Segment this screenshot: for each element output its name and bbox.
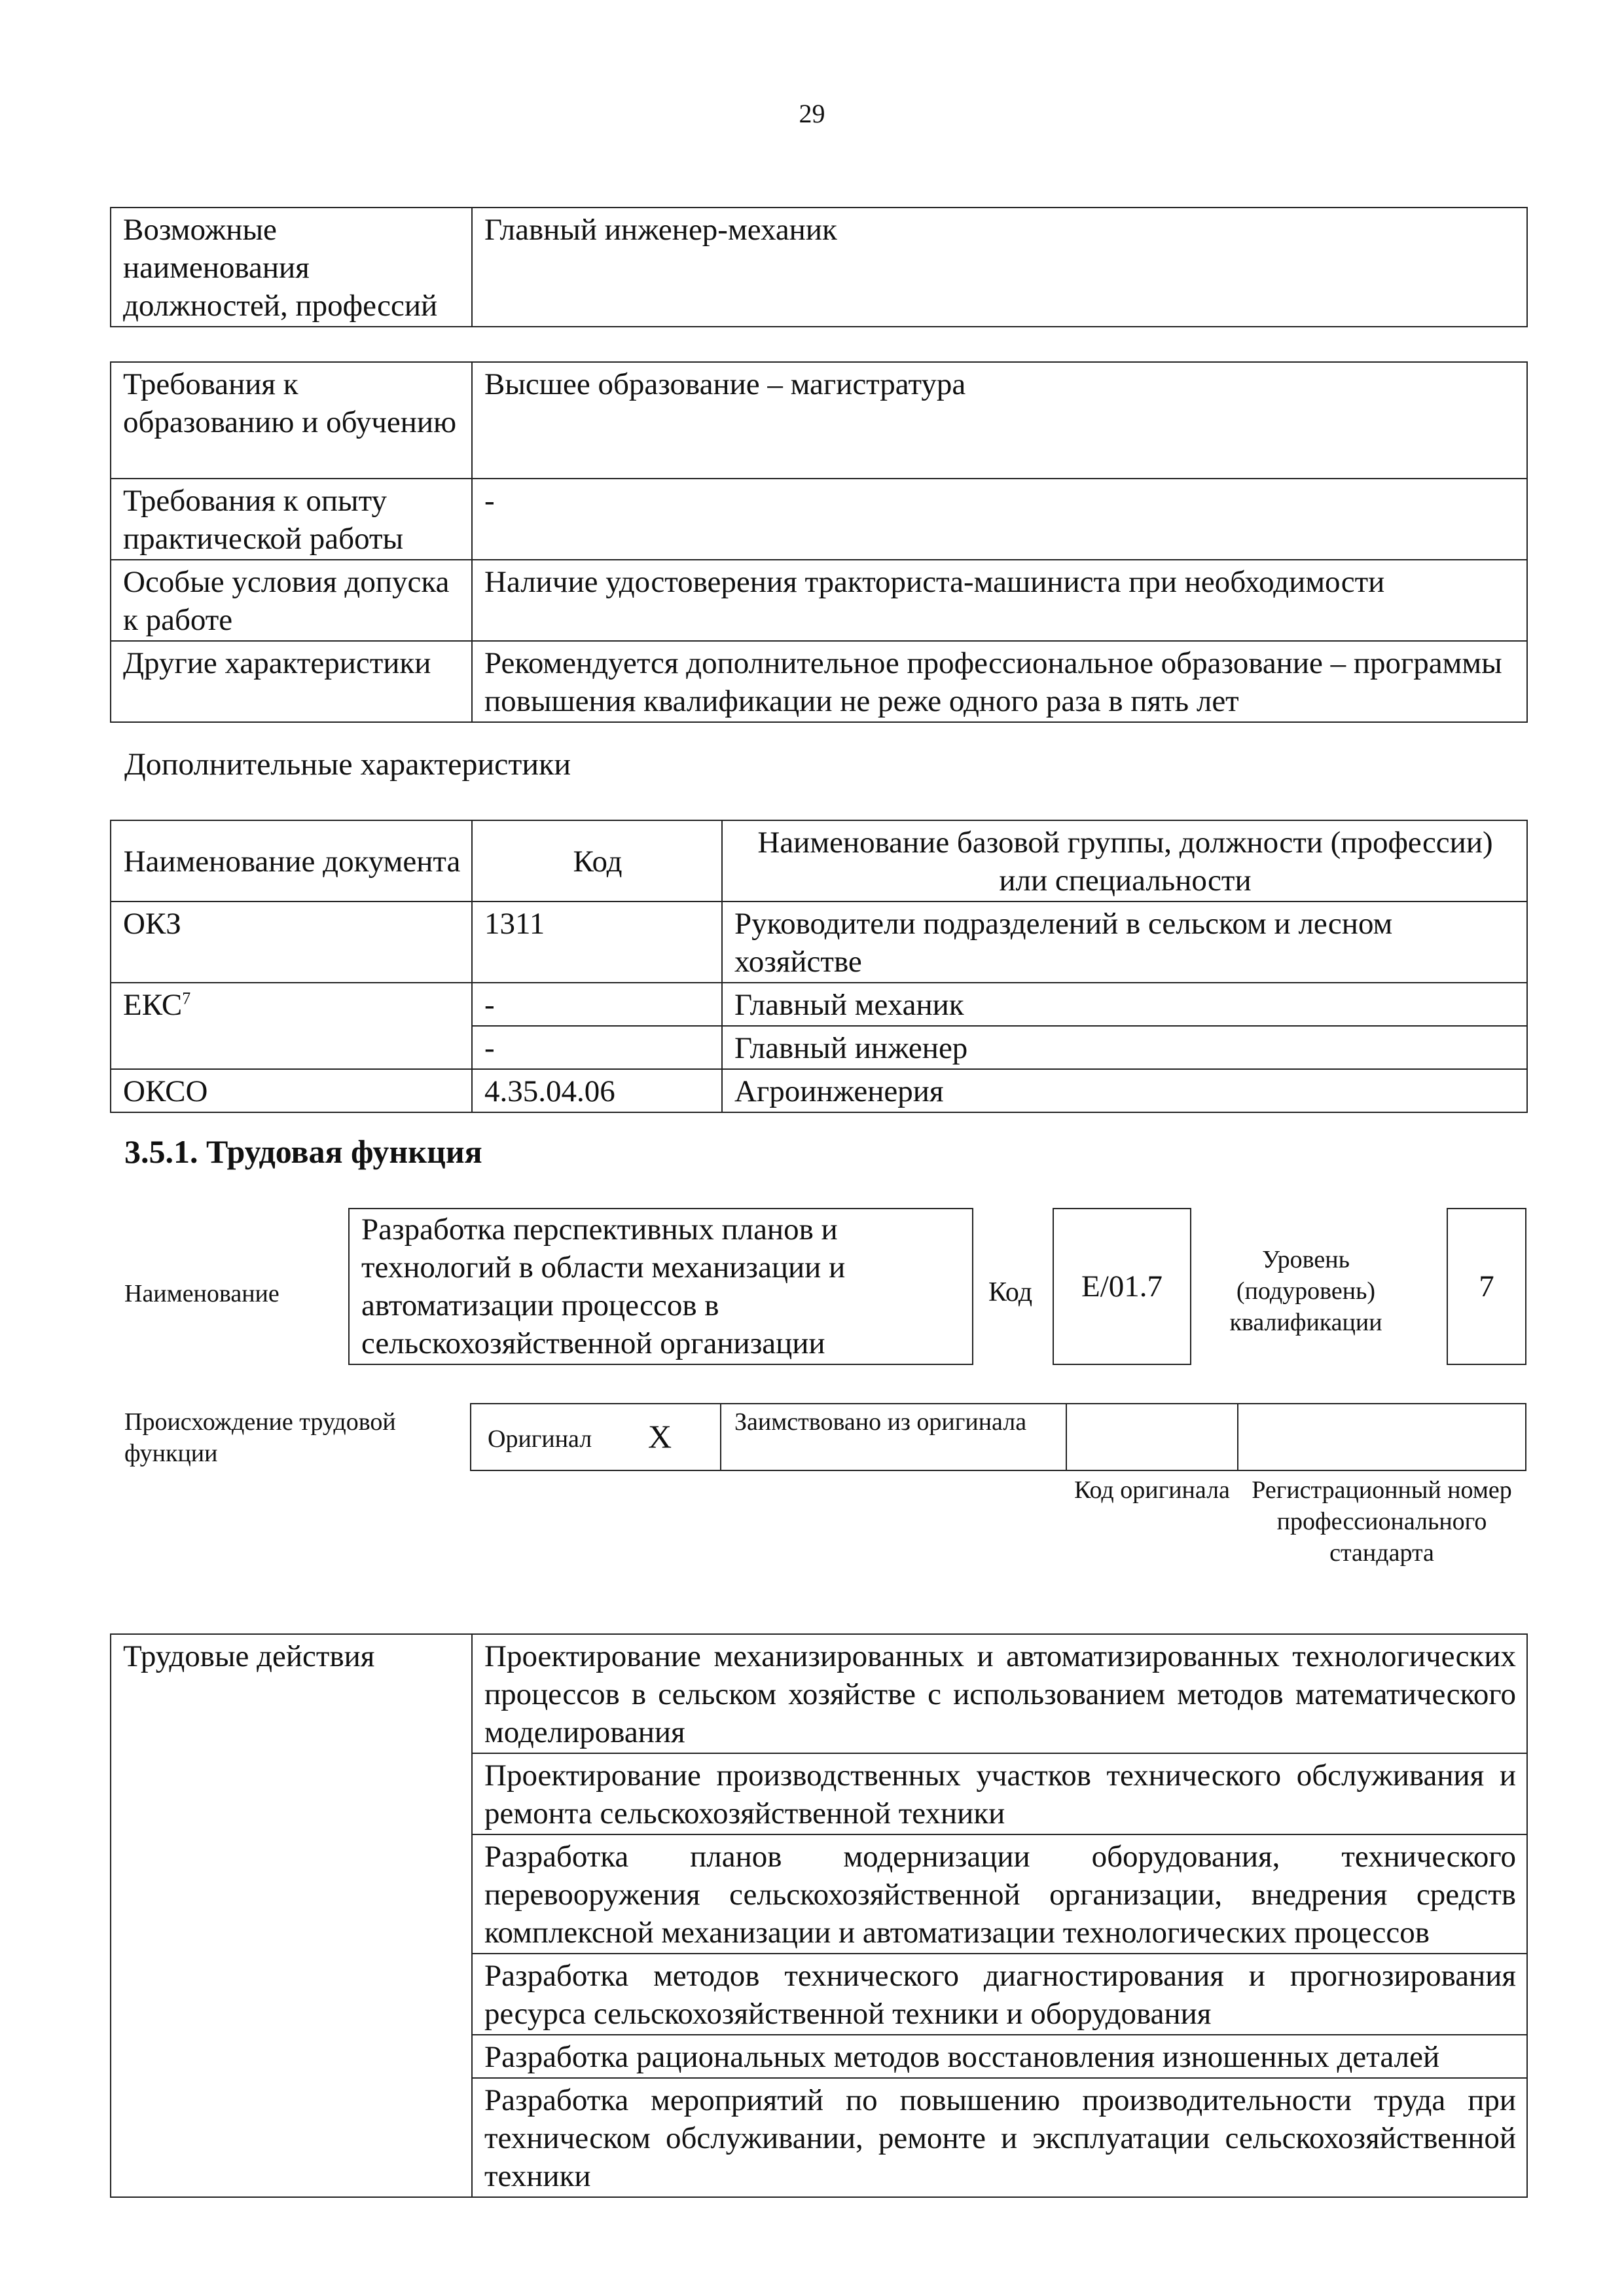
requirement-row [111, 641, 1527, 722]
original-text: Оригинал [488, 1425, 592, 1453]
name-label: Наименование [124, 1280, 280, 1307]
table-row [111, 1634, 1527, 1753]
header-document: Наименование документа [111, 820, 472, 902]
requirement-value: Рекомендуется дополнительное профессиональное образование – программы повышения квалификации не реже одного раза в пять лет [472, 641, 1527, 722]
table-row [111, 902, 1527, 983]
positions-value: Главный инженер-механик [472, 208, 1527, 327]
code-value: E/01.7 [1081, 1269, 1163, 1303]
action-item: Разработка мероприятий по повышению производительности труда при техническом обслуживании, ремонте и эксплуатации сельскохозяйственной техники [472, 2078, 1527, 2197]
section-heading: 3.5.1. Трудовая функция [124, 1133, 482, 1170]
actions-table [110, 1633, 1528, 2198]
reg-caption: Регистрационный номер профессионального стандарта [1252, 1476, 1512, 1567]
function-name: Разработка перспективных планов и технологий в области механизации и автоматизации процессов в сельскохозяйственной организации [361, 1212, 846, 1360]
original-cell [470, 1403, 721, 1471]
action-item: Разработка планов модернизации оборудования, технического перевооружения сельскохозяйственной организации, внедрения средств комплексной механизации и автоматизации технологических процессов [472, 1834, 1527, 1954]
code-cell: - [472, 983, 722, 1026]
action-item: Проектирование механизированных и автоматизированных технологических процессов в сельском хозяйстве с использованием методов математического моделирования [472, 1634, 1527, 1753]
action-item: Проектирование производственных участков технического обслуживания и ремонта сельскохозяйственной техники [472, 1753, 1527, 1834]
level-box [1447, 1208, 1526, 1365]
name-cell: Главный инженер [722, 1026, 1527, 1069]
borrowed-text: Заимствовано из оригинала [734, 1408, 1027, 1436]
requirement-value: Высшее образование – магистратура [472, 362, 1527, 479]
doc-cell: ОКСО [111, 1069, 472, 1112]
action-item: Разработка методов технического диагностирования и прогнозирования ресурса сельскохозяйственной техники и оборудования [472, 1954, 1527, 2035]
footnote-ref: 7 [182, 989, 191, 1008]
positions-label: Возможные наименования должностей, профессий [111, 208, 472, 327]
original-mark: X [648, 1418, 672, 1455]
code-label: Код [988, 1277, 1033, 1307]
header-code: Код [472, 820, 722, 902]
name-cell: Главный механик [722, 983, 1527, 1026]
table-row [111, 983, 1527, 1026]
table-row [111, 1069, 1527, 1112]
page-number: 29 [799, 99, 825, 128]
doc-cell [111, 983, 472, 1069]
code-cell: 1311 [472, 902, 722, 983]
name-cell: Руководители подразделений в сельском и лесном хозяйстве [722, 902, 1527, 983]
requirements-table [110, 361, 1528, 723]
requirement-label: Требования к опыту практической работы [111, 479, 472, 560]
header-group-name: Наименование базовой группы, должности (профессии) или специальности [722, 820, 1527, 902]
requirement-label: Другие характеристики [111, 641, 472, 722]
origin-label: Происхождение трудовой функции [124, 1408, 396, 1467]
level-value: 7 [1479, 1269, 1494, 1303]
requirement-label: Особые условия допуска к работе [111, 560, 472, 641]
requirement-value: - [472, 479, 1527, 560]
doc-cell: ОКЗ [111, 902, 472, 983]
original-code-cell [1066, 1403, 1238, 1471]
additional-title: Дополнительные характеристики [124, 747, 571, 782]
doc-text: ЕКС [123, 988, 183, 1022]
level-label: Уровень (подуровень) квалификации [1229, 1246, 1382, 1336]
code-cell: - [472, 1026, 722, 1069]
additional-header-row [111, 820, 1527, 902]
function-name-box [348, 1208, 973, 1365]
actions-label: Трудовые действия [111, 1634, 472, 2197]
requirement-row [111, 560, 1527, 641]
requirement-row [111, 362, 1527, 479]
requirement-label: Требования к образованию и обучению [111, 362, 472, 479]
borrowed-cell [720, 1403, 1067, 1471]
action-item: Разработка рациональных методов восстановления изношенных деталей [472, 2035, 1527, 2078]
requirement-row [111, 479, 1527, 560]
additional-table [110, 820, 1528, 1113]
positions-table [110, 207, 1528, 327]
requirement-value: Наличие удостоверения тракториста-машиниста при необходимости [472, 560, 1527, 641]
reg-number-cell [1237, 1403, 1526, 1471]
code-caption: Код оригинала [1074, 1476, 1230, 1504]
code-cell: 4.35.04.06 [472, 1069, 722, 1112]
name-cell: Агроинженерия [722, 1069, 1527, 1112]
code-box [1053, 1208, 1191, 1365]
